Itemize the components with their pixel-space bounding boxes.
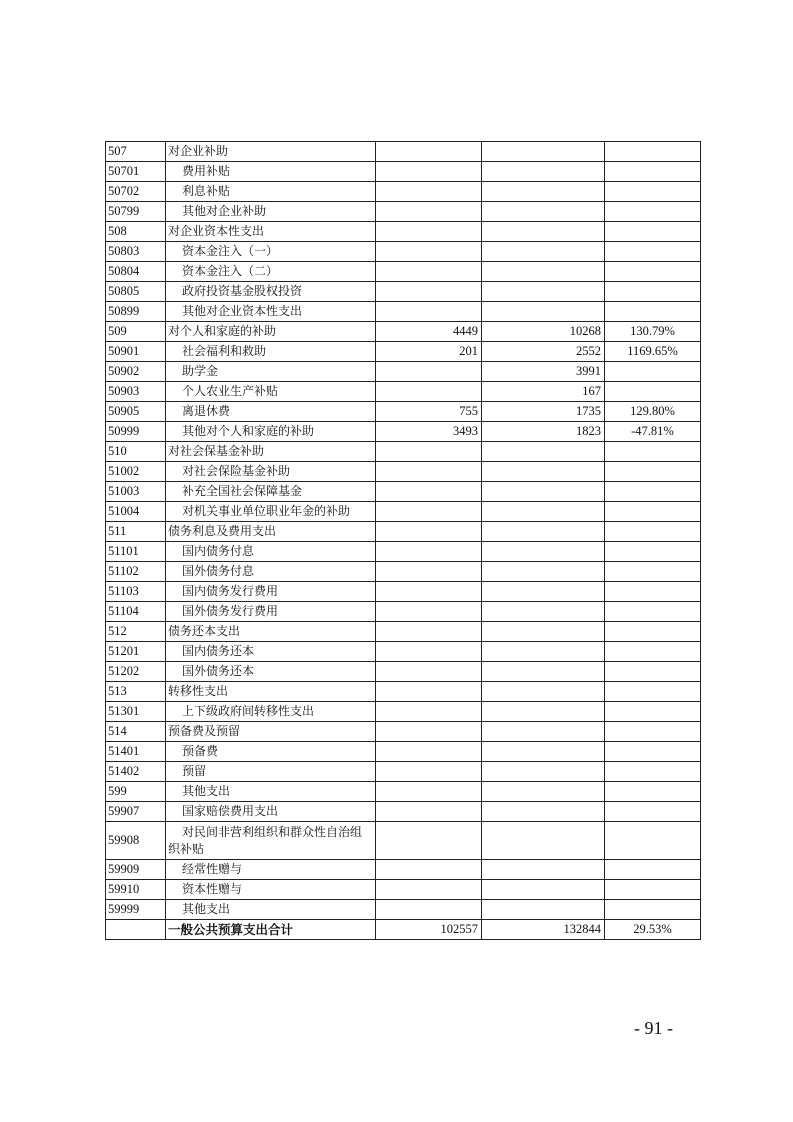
- row-code: 50799: [106, 202, 166, 222]
- row-name-text: 国外债务发行费用: [182, 604, 279, 618]
- row-value-1: 3493: [376, 422, 482, 442]
- row-percent-change: [605, 282, 701, 302]
- row-name-text: 对社会保基金补助: [168, 444, 265, 458]
- row-name-text: 个人农业生产补贴: [182, 384, 279, 398]
- row-percent-change: [605, 822, 701, 860]
- row-code: 59907: [106, 802, 166, 822]
- row-code: 51004: [106, 502, 166, 522]
- row-value-1: [376, 382, 482, 402]
- table-row: [106, 702, 701, 722]
- row-value-1: [376, 642, 482, 662]
- row-code: 59910: [106, 880, 166, 900]
- table-row: [106, 860, 701, 880]
- table-row: [106, 242, 701, 262]
- row-value-2: [482, 622, 605, 642]
- row-value-2: [482, 762, 605, 782]
- row-name: [166, 562, 376, 582]
- table-row: [106, 262, 701, 282]
- row-name: [166, 582, 376, 602]
- row-value-1: [376, 762, 482, 782]
- row-value-1: [376, 182, 482, 202]
- row-value-2: [482, 642, 605, 662]
- total-row: [106, 920, 701, 940]
- row-value-2: [482, 162, 605, 182]
- row-percent-change: [605, 522, 701, 542]
- row-code: 50901: [106, 342, 166, 362]
- table-row: [106, 462, 701, 482]
- row-value-1: 4449: [376, 322, 482, 342]
- row-value-2: [482, 562, 605, 582]
- row-value-2: [482, 462, 605, 482]
- table-row: [106, 762, 701, 782]
- row-name-text: 费用补贴: [182, 164, 231, 178]
- row-value-2: [482, 682, 605, 702]
- row-value-2: [482, 482, 605, 502]
- row-name: [166, 262, 376, 282]
- row-name: [166, 462, 376, 482]
- row-value-1: [376, 202, 482, 222]
- row-value-1: [376, 482, 482, 502]
- row-percent-change: 1169.65%: [605, 342, 701, 362]
- table-row: [106, 482, 701, 502]
- row-code: 510: [106, 442, 166, 462]
- row-value-1: [376, 582, 482, 602]
- row-code: 512: [106, 622, 166, 642]
- row-value-2: [482, 222, 605, 242]
- row-name-text: 资本金注入（一）: [182, 244, 279, 258]
- row-name-text: 国内债务发行费用: [182, 584, 279, 598]
- row-percent-change: 129.80%: [605, 402, 701, 422]
- page-number: - 91 -: [634, 1018, 673, 1038]
- row-name-text: 资本金注入（二）: [182, 264, 279, 278]
- row-name-text: 债务还本支出: [168, 624, 241, 638]
- row-percent-change: [605, 482, 701, 502]
- table-row: [106, 900, 701, 920]
- row-name: [166, 282, 376, 302]
- row-percent-change: [605, 762, 701, 782]
- row-percent-change: [605, 362, 701, 382]
- table-row: [106, 322, 701, 342]
- row-code: 599: [106, 782, 166, 802]
- row-code: 51102: [106, 562, 166, 582]
- row-name: [166, 482, 376, 502]
- row-value-2: [482, 142, 605, 162]
- row-code: 50905: [106, 402, 166, 422]
- table-row: [106, 562, 701, 582]
- row-name-text: 预备费及预留: [168, 724, 241, 738]
- row-name-text: 国内债务还本: [182, 644, 255, 658]
- row-value-1: [376, 502, 482, 522]
- row-value-2: [482, 262, 605, 282]
- row-percent-change: 130.79%: [605, 322, 701, 342]
- row-code: 51201: [106, 642, 166, 662]
- row-name-text: 国外债务还本: [182, 664, 255, 678]
- table-row: [106, 662, 701, 682]
- row-code: 511: [106, 522, 166, 542]
- row-name-text: 对企业资本性支出: [168, 224, 265, 238]
- table-row: [106, 282, 701, 302]
- row-value-2: [482, 282, 605, 302]
- row-name: [166, 502, 376, 522]
- row-percent-change: [605, 242, 701, 262]
- row-code: 514: [106, 722, 166, 742]
- row-percent-change: -47.81%: [605, 422, 701, 442]
- row-code: 50701: [106, 162, 166, 182]
- total-percent-change: 29.53%: [605, 920, 701, 940]
- table-row: [106, 642, 701, 662]
- row-code: 51002: [106, 462, 166, 482]
- row-name: [166, 402, 376, 422]
- table-row: [106, 682, 701, 702]
- row-percent-change: [605, 582, 701, 602]
- row-value-1: [376, 262, 482, 282]
- row-value-2: [482, 860, 605, 880]
- row-value-2: [482, 802, 605, 822]
- row-value-2: [482, 722, 605, 742]
- row-name-text: 预备费: [182, 744, 219, 758]
- row-name: [166, 202, 376, 222]
- row-percent-change: [605, 502, 701, 522]
- row-value-2: [482, 502, 605, 522]
- row-name: [166, 222, 376, 242]
- row-percent-change: [605, 722, 701, 742]
- row-value-1: 755: [376, 402, 482, 422]
- table-row: [106, 422, 701, 442]
- row-code: 50899: [106, 302, 166, 322]
- row-code: 50902: [106, 362, 166, 382]
- row-code: 509: [106, 322, 166, 342]
- row-percent-change: [605, 782, 701, 802]
- row-percent-change: [605, 880, 701, 900]
- table-row: [106, 402, 701, 422]
- budget-expenditure-table: [105, 141, 701, 940]
- row-name: [166, 302, 376, 322]
- row-value-1: [376, 142, 482, 162]
- row-code: 50805: [106, 282, 166, 302]
- row-value-1: [376, 602, 482, 622]
- row-name: [166, 782, 376, 802]
- row-value-2: [482, 442, 605, 462]
- row-percent-change: [605, 382, 701, 402]
- row-value-1: [376, 880, 482, 900]
- table-row: [106, 722, 701, 742]
- row-value-1: [376, 682, 482, 702]
- row-value-2: [482, 662, 605, 682]
- row-name: [166, 382, 376, 402]
- row-value-2: [482, 782, 605, 802]
- row-name: [166, 442, 376, 462]
- row-value-1: [376, 362, 482, 382]
- table-row: [106, 542, 701, 562]
- row-percent-change: [605, 662, 701, 682]
- row-code: 50999: [106, 422, 166, 442]
- row-code: 507: [106, 142, 166, 162]
- row-code: 59999: [106, 900, 166, 920]
- row-value-1: [376, 822, 482, 860]
- row-value-1: [376, 802, 482, 822]
- row-name-text: 国外债务付息: [182, 564, 255, 578]
- row-name-text: 资本性赠与: [182, 882, 243, 896]
- table-row: [106, 182, 701, 202]
- row-value-1: [376, 222, 482, 242]
- total-code: [106, 920, 166, 940]
- row-name: [166, 860, 376, 880]
- row-percent-change: [605, 262, 701, 282]
- row-code: 50702: [106, 182, 166, 202]
- row-code: 51101: [106, 542, 166, 562]
- row-value-1: [376, 900, 482, 920]
- row-name-text: 其他对个人和家庭的补助: [182, 424, 315, 438]
- total-value-1: 102557: [376, 920, 482, 940]
- table-row: [106, 382, 701, 402]
- row-value-2: [482, 202, 605, 222]
- row-name: [166, 162, 376, 182]
- table-row: [106, 822, 701, 860]
- row-name: [166, 142, 376, 162]
- row-name: [166, 762, 376, 782]
- row-percent-change: [605, 682, 701, 702]
- row-code: 51103: [106, 582, 166, 602]
- row-name-text: 对企业补助: [168, 144, 229, 158]
- row-code: 50903: [106, 382, 166, 402]
- row-name-text: 对个人和家庭的补助: [168, 324, 277, 338]
- row-percent-change: [605, 202, 701, 222]
- row-code: 51003: [106, 482, 166, 502]
- row-value-2: 1735: [482, 402, 605, 422]
- row-code: 51402: [106, 762, 166, 782]
- row-name-text: 补充全国社会保障基金: [182, 484, 303, 498]
- row-percent-change: [605, 302, 701, 322]
- table-row: [106, 782, 701, 802]
- row-value-1: [376, 442, 482, 462]
- row-name-text: 经常性赠与: [182, 862, 243, 876]
- row-value-1: [376, 522, 482, 542]
- row-percent-change: [605, 562, 701, 582]
- row-percent-change: [605, 182, 701, 202]
- table-row: [106, 742, 701, 762]
- row-value-2: [482, 702, 605, 722]
- table-row: [106, 880, 701, 900]
- row-name-text: 其他支出: [182, 902, 231, 916]
- row-percent-change: [605, 142, 701, 162]
- row-code: 51202: [106, 662, 166, 682]
- row-name: [166, 362, 376, 382]
- row-name-text: 对机关事业单位职业年金的补助: [182, 504, 351, 518]
- row-value-2: 10268: [482, 322, 605, 342]
- row-value-2: 167: [482, 382, 605, 402]
- row-value-1: [376, 742, 482, 762]
- row-value-1: [376, 622, 482, 642]
- row-code: 59909: [106, 860, 166, 880]
- row-value-1: [376, 282, 482, 302]
- row-code: 51104: [106, 602, 166, 622]
- row-name: [166, 322, 376, 342]
- row-name: [166, 822, 376, 860]
- row-name: [166, 182, 376, 202]
- row-name-text: 其他对企业资本性支出: [182, 304, 303, 318]
- row-value-2: [482, 880, 605, 900]
- row-name-text: 助学金: [182, 364, 219, 378]
- row-name-text: 国内债务付息: [182, 544, 255, 558]
- row-value-2: [482, 182, 605, 202]
- row-value-2: [482, 242, 605, 262]
- row-name: [166, 722, 376, 742]
- row-value-1: [376, 702, 482, 722]
- row-value-1: 201: [376, 342, 482, 362]
- table-body: [106, 142, 701, 940]
- row-name-text: 对民间非营利组织和群众性自治组织补贴: [168, 824, 363, 856]
- row-value-1: [376, 242, 482, 262]
- row-value-1: [376, 860, 482, 880]
- table-row: [106, 362, 701, 382]
- row-value-1: [376, 662, 482, 682]
- row-code: 513: [106, 682, 166, 702]
- row-code: 50803: [106, 242, 166, 262]
- row-percent-change: [605, 222, 701, 242]
- row-percent-change: [605, 900, 701, 920]
- table-row: [106, 802, 701, 822]
- row-name-text: 其他对企业补助: [182, 204, 267, 218]
- row-value-1: [376, 462, 482, 482]
- row-name: [166, 642, 376, 662]
- row-name: [166, 522, 376, 542]
- row-code: 59908: [106, 822, 166, 860]
- row-code: 51401: [106, 742, 166, 762]
- row-percent-change: [605, 642, 701, 662]
- row-name-text: 国家赔偿费用支出: [182, 804, 279, 818]
- row-name: [166, 342, 376, 362]
- row-name: [166, 880, 376, 900]
- row-name-text: 预留: [182, 764, 207, 778]
- row-name: [166, 602, 376, 622]
- row-name-text: 利息补贴: [182, 184, 231, 198]
- table-row: [106, 522, 701, 542]
- row-percent-change: [605, 602, 701, 622]
- row-value-2: 3991: [482, 362, 605, 382]
- total-value-2: 132844: [482, 920, 605, 940]
- row-value-2: [482, 582, 605, 602]
- table-row: [106, 342, 701, 362]
- row-percent-change: [605, 860, 701, 880]
- row-percent-change: [605, 702, 701, 722]
- row-name-text: 社会福利和救助: [182, 344, 267, 358]
- table-row: [106, 302, 701, 322]
- row-percent-change: [605, 622, 701, 642]
- row-value-1: [376, 542, 482, 562]
- table-row: [106, 162, 701, 182]
- table-row: [106, 622, 701, 642]
- total-label: 一般公共预算支出合计: [166, 920, 376, 940]
- table-row: [106, 222, 701, 242]
- row-value-2: [482, 822, 605, 860]
- row-name-text: 对社会保险基金补助: [182, 464, 291, 478]
- row-name: [166, 662, 376, 682]
- row-percent-change: [605, 162, 701, 182]
- row-code: 51301: [106, 702, 166, 722]
- row-name: [166, 900, 376, 920]
- row-value-1: [376, 302, 482, 322]
- table-row: [106, 602, 701, 622]
- row-value-2: [482, 522, 605, 542]
- row-name-text: 上下级政府间转移性支出: [182, 704, 315, 718]
- row-percent-change: [605, 542, 701, 562]
- row-name: [166, 742, 376, 762]
- table-row: [106, 502, 701, 522]
- table-row: [106, 442, 701, 462]
- row-name-text: 政府投资基金股权投资: [182, 284, 303, 298]
- row-name-text: 债务利息及费用支出: [168, 524, 277, 538]
- row-percent-change: [605, 742, 701, 762]
- row-value-2: 2552: [482, 342, 605, 362]
- row-value-1: [376, 782, 482, 802]
- table-row: [106, 202, 701, 222]
- row-value-1: [376, 162, 482, 182]
- row-name: [166, 242, 376, 262]
- row-value-1: [376, 562, 482, 582]
- row-name-text: 其他支出: [182, 784, 231, 798]
- row-name: [166, 682, 376, 702]
- row-value-2: 1823: [482, 422, 605, 442]
- row-code: 50804: [106, 262, 166, 282]
- row-value-2: [482, 900, 605, 920]
- row-value-1: [376, 722, 482, 742]
- row-percent-change: [605, 462, 701, 482]
- row-value-2: [482, 602, 605, 622]
- row-value-2: [482, 742, 605, 762]
- row-name: [166, 542, 376, 562]
- table-row: [106, 142, 701, 162]
- row-name-text: 离退休费: [182, 404, 231, 418]
- row-percent-change: [605, 802, 701, 822]
- row-name: [166, 802, 376, 822]
- row-name: [166, 622, 376, 642]
- row-value-2: [482, 302, 605, 322]
- row-name: [166, 422, 376, 442]
- row-percent-change: [605, 442, 701, 462]
- table-row: [106, 582, 701, 602]
- row-name: [166, 702, 376, 722]
- row-name-text: 转移性支出: [168, 684, 229, 698]
- row-code: 508: [106, 222, 166, 242]
- row-value-2: [482, 542, 605, 562]
